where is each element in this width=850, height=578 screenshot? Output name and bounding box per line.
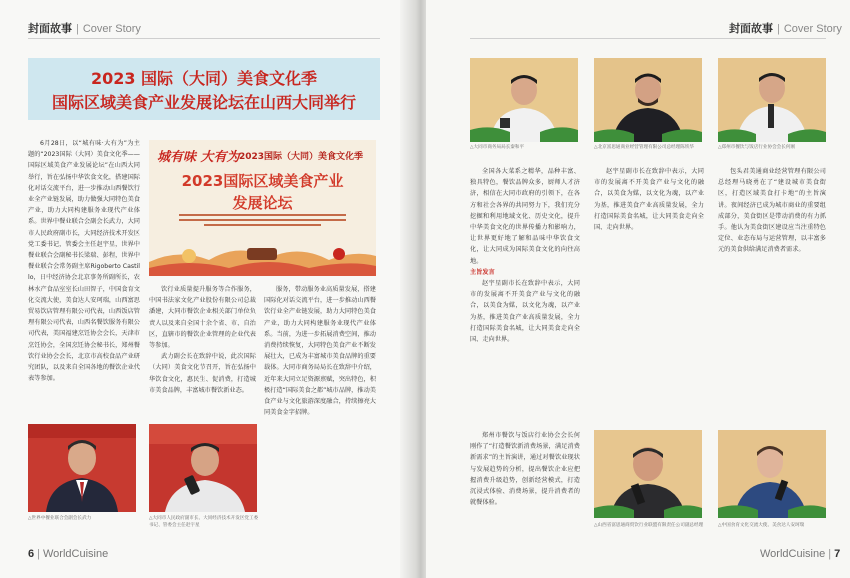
forum-poster-image	[149, 140, 376, 276]
speaker-portrait-image	[470, 58, 578, 142]
speaker-portrait-image	[718, 58, 826, 142]
right-header-en: Cover Story	[783, 23, 842, 35]
right-bottom-photo2-caption: △中国食育文化交流大使、美食达人安珂瑞	[718, 523, 805, 528]
photo1-caption: △世界中餐业联合会副会长武力	[28, 516, 92, 521]
left-column-1	[28, 138, 140, 420]
poster-event-name: 2023国际（大同）美食文化季	[239, 152, 364, 162]
speaker-photo-zhao-yuxing	[149, 424, 257, 512]
left-column-3	[264, 284, 376, 564]
poster-illustration	[149, 234, 376, 276]
poster-handwritten-slogan: 城有味 大有为	[157, 150, 240, 165]
headline-line1: 2023 国际（大同）美食文化季	[90, 69, 318, 88]
poster-title-line1: 2023国际区域美食产业	[181, 172, 344, 190]
keynote-subhead: 主旨发言	[470, 268, 495, 276]
speaker-photo-an-kerui	[718, 430, 826, 518]
right-col1-paragraph: 全国各大菜系之精华，品种丰富、独具特色，餐饮品牌众多，厨师人才济济，相信在大同市政府的引领下，在各方和社会各界的共同努力下，我们充分挖掘和利用地域文化、历史文化，提升中华美食文化的世界传播力和影响力，让世界更好地了解和品味中华饮食文化，让大同成为国际美食文化的向往高地。	[470, 168, 580, 265]
headline-line2: 国际区域美食产业发展论坛在山西大同举行	[51, 93, 356, 112]
left-col2-paragraph-b: 武力副会长在致辞中说，此次国际（大同）美食文化节召开，旨在弘扬中华饮食文化，惠民生、促消费，打造城市美食品牌，丰富城市餐饮新业态。	[149, 353, 256, 394]
right-top-photo1-caption: △大同市商务局局长秦和平	[470, 145, 525, 150]
speaker-photo-shanxi-fusitong	[594, 430, 702, 518]
speaker-photo-chen-tiehua	[594, 58, 702, 142]
headline-box	[28, 58, 380, 120]
right-header-cn: 封面故事	[729, 23, 773, 35]
right-folio: WorldCuisine | 7	[760, 548, 841, 560]
speaker-photo-qin-heping	[470, 58, 578, 142]
right-col1-paragraph-b: 赵宇星副市长在致辞中表示，大同市的发展离不开美食产业与文化的融合，以美食为媒，以文化为魂，以产业为基，推进美食产业高质量发展，全力打造国际美食名城，让大同美食走向全国、走向世界。	[470, 280, 580, 344]
right-header-rule	[470, 38, 826, 39]
right-col2-paragraph: 赵宇星副市长在致辞中表示，大同市的发展离不开美食产业与文化的融合，以美食为媒，以文化为魂，以产业为基，推进美食产业高质量发展，全力打造国际美食名城，让大同美食走向全国、走向世界。	[594, 168, 704, 232]
speaker-portrait-image	[28, 424, 136, 512]
right-magazine-name: WorldCuisine	[760, 548, 826, 560]
right-col1-paragraph-c: 郑州市餐饮与饭店行业协会会长何刚作了“打造餐饮新消费场景，满足消费新需求”的主旨演讲，通过对餐饮业现状与发展趋势的分析，提出餐饮企业应把握消费升级趋势，创新经营模式，打造沉浸式体验、消费场景，提升消费者的就餐体验。	[470, 432, 580, 507]
right-page-header: 封面故事 | Cover Story	[729, 23, 842, 35]
right-col3-paragraph: 包头君美通商业经营管理有限公司总经理马晓勇在了“建设城市美食街区，打造区域美食打卡地”的主旨演讲。夜间经济已成为城市商业的重要组成部分，美食街区是带动消费的有力抓手。他认为美食街区建设应当注重特色定位、业态布局与运营管理，以丰富多元的美食供给满足消费者需求。	[718, 168, 826, 254]
left-col3-paragraph: 服务，带动服务业高质量发展，搭建国际化对话交流平台，进一步推动山西餐饮行业全产业链发展，助力大同特色美食产业，助力大同构建服务业现代产业体系。当前，为进一步拓展消费空间，推动消费持续恢复，大同特色美食产业不断发展壮大，已成为丰富城市美食品牌的重要载体。大同市商务局局长在致辞中介绍，近年来大同立足资源禀赋，突出特色，积极打造“国际美食之都”城市品牌，推动美食产业与文化旅游深度融合，持续擦亮大同美食金字招牌。	[264, 286, 376, 417]
speaker-photo-he-gang	[718, 58, 826, 142]
speaker-photo-wu-li	[28, 424, 136, 512]
left-header-cn: 封面故事	[28, 23, 72, 35]
right-column-1-cont	[470, 430, 580, 562]
left-header-rule	[28, 38, 380, 39]
left-header-en: Cover Story	[82, 23, 141, 35]
right-top-photo3-caption: △郑州市餐饮与饭店行业协会会长何刚	[718, 145, 796, 150]
left-col1-paragraph: 6月28日，以“城有味·大有为”为主题的“2023国际（大同）美食文化季——国际区域美食产业发展论坛”在山西大同举行，旨在弘扬中华饮食文化，搭建国际化对话交流平台，进一步推动山西餐饮行业全产业链发展，助力做强大同特色美食产业，助力大同构建服务业现代产业体系。世界中餐业联合会副会长武力，大同市人民政府副市长，大同经济技术开发区党工委书记，管委会主任赵宇星，世界中餐业联合会副秘书长梁瑞、彭程，世界中餐业联合会常务副主席Rigoberto Castillo，日中经济协会北京事务所副所长，农林水产食品室室长山田智子，中国食育文化交流大使，美食达人安珂瑞，山西富思贸易饮店管理有限公司代表，山西饭店管理有限公司代表，山西名餐饮服务有限公司代表，美国福建烹饪协会会长，天津市烹饪协会，全国烹饪协会秘书长，郑州餐饮行业协会会长，北京市高校食品产业研究团队，以及来自全国各地的餐饮企业代表等参加。	[28, 140, 140, 383]
left-page-header: 封面故事 | Cover Story	[28, 23, 141, 35]
right-column-2	[594, 166, 704, 424]
right-bottom-photo1-caption: △山西省富思通商贸饮行业联盟有限责任公司副总经理	[594, 523, 704, 528]
left-page-number: 6	[28, 548, 35, 560]
left-column-2	[149, 284, 256, 422]
poster-title-line2: 发展论坛	[232, 194, 293, 212]
right-page	[426, 0, 850, 578]
photo2-caption: △大同市人民政府副市长、大同经济技术开发区党工委书记、管委会主任赵宇星	[149, 516, 259, 528]
speaker-portrait-image	[149, 424, 257, 512]
speaker-portrait-image	[594, 430, 702, 518]
speaker-portrait-image	[594, 58, 702, 142]
left-magazine-name: WorldCuisine	[42, 548, 109, 560]
left-folio: 6 | WorldCuisine	[28, 548, 109, 560]
right-top-photo2-caption: △北京富思通商业经营管理有限公司总经理陈铁华	[594, 145, 695, 150]
speaker-portrait-image	[718, 430, 826, 518]
right-column-1	[470, 166, 580, 428]
right-page-number: 7	[834, 548, 841, 560]
left-page	[0, 0, 410, 578]
left-col2-paragraph: 饮行业质量提升服务等合作服务，中国书法家文化产业股份有限公司总裁潘建，大同市餐饮企业相关部门单位负责人以及来自全国十余个省、市、自治区，直辖市的餐饮企业管理的企业代表等参加。	[149, 286, 256, 350]
right-column-3	[718, 166, 826, 424]
poster-fine-print	[179, 214, 346, 232]
